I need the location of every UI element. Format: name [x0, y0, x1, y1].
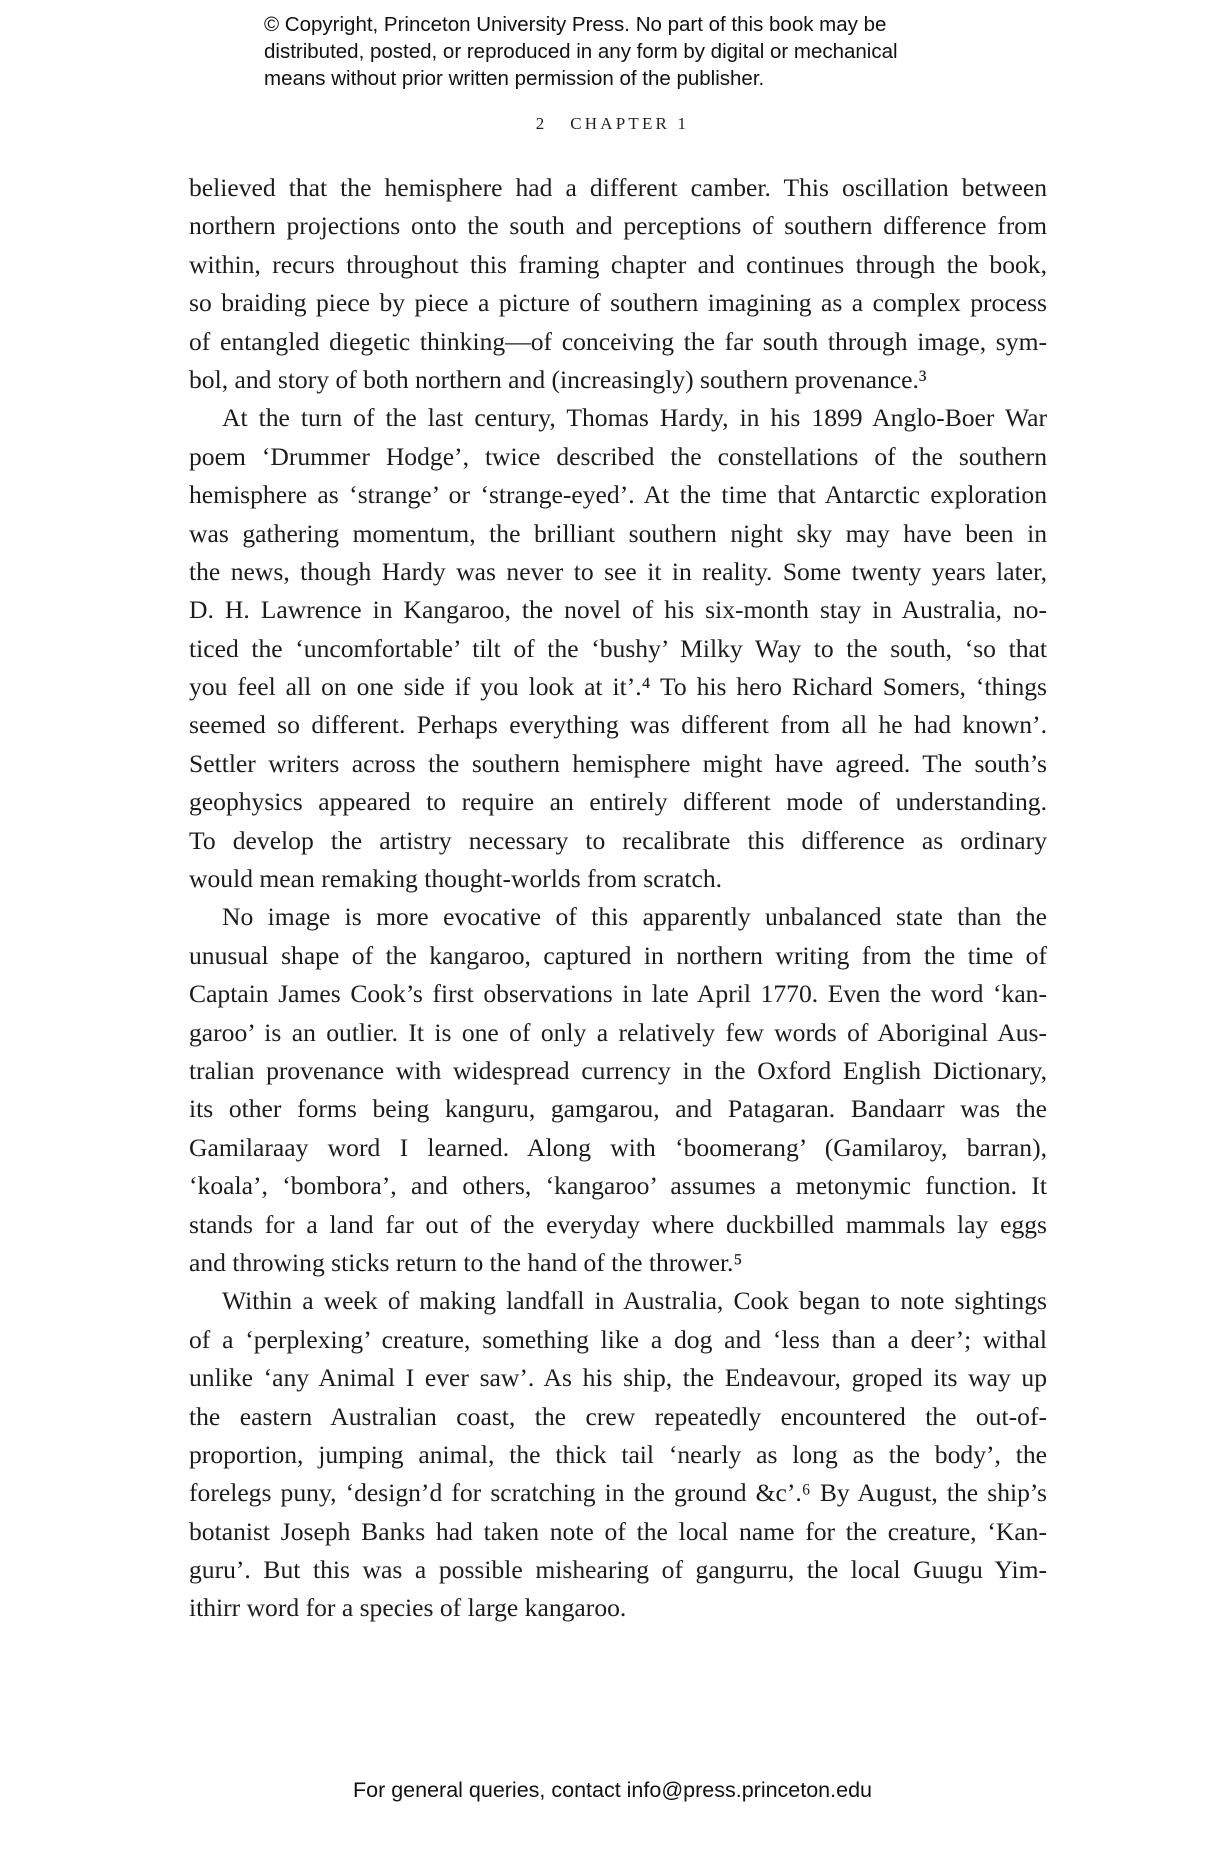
text-line: the eastern Australian coast, the crew repeatedly encountered the out-of-	[189, 1401, 1047, 1431]
text-line: Gamilaraay word I learned. Along with ‘boomerang’ (Gamilaroy, barran),	[189, 1132, 1047, 1162]
text-line: unusual shape of the kangaroo, captured in northern writing from the time of	[189, 940, 1047, 970]
text-line: ‘koala’, ‘bombora’, and others, ‘kangaroo’ assumes a metonymic function. It	[189, 1171, 1047, 1201]
text-line: Settler writers across the southern hemisphere might have agreed. The south’s	[189, 748, 1047, 778]
text-line: Within a week of making landfall in Australia, Cook began to note sightings	[222, 1286, 1047, 1316]
body-text	[189, 169, 1047, 1628]
page-number: 2	[535, 114, 545, 133]
text-line: D. H. Lawrence in Kangaroo, the novel of his six-month stay in Australia, no-	[189, 595, 1047, 625]
text-line: unlike ‘any Animal I ever saw’. As his ship, the Endeavour, groped its way up	[189, 1363, 1047, 1393]
footer-contact: For general queries, contact info@press.princeton.edu	[352, 1778, 872, 1802]
text-line: you feel all on one side if you look at it’.⁴ To his hero Richard Somers, ‘things	[189, 672, 1047, 702]
text-line: bol, and story of both northern and (increasingly) southern provenance.³	[189, 364, 927, 394]
text-line: hemisphere as ‘strange’ or ‘strange-eyed’. At the time that Antarctic exploration	[189, 480, 1047, 510]
running-head	[0, 114, 1225, 134]
text-line: Captain James Cook’s first observations in late April 1770. Even the word ‘kan-	[189, 979, 1047, 1009]
copyright-line: © Copyright, Princeton University Press. No part of this book may be	[264, 13, 887, 36]
text-line: tralian provenance with widespread currency in the Oxford English Dictionary,	[189, 1055, 1047, 1085]
text-line: ticed the ‘uncomfortable’ tilt of the ‘bushy’ Milky Way to the south, ‘so that	[189, 633, 1047, 663]
text-line: geophysics appeared to require an entirely different mode of understanding.	[189, 787, 1047, 817]
text-line: of a ‘perplexing’ creature, something like a dog and ‘less than a deer’; withal	[189, 1324, 1047, 1354]
text-line: its other forms being kanguru, gamgarou, and Patagaran. Bandaarr was the	[189, 1094, 1047, 1124]
text-line: botanist Joseph Banks had taken note of the local name for the creature, ‘Kan-	[189, 1516, 1047, 1546]
text-line: was gathering momentum, the brilliant southern night sky may have been in	[189, 518, 1047, 548]
text-line: guru’. But this was a possible mishearing of gangurru, the local Guugu Yim-	[189, 1555, 1047, 1585]
text-line: poem ‘Drummer Hodge’, twice described the constellations of the southern	[189, 441, 1047, 471]
text-line: believed that the hemisphere had a different camber. This oscillation between	[189, 173, 1047, 202]
chapter-label: CHAPTER 1	[570, 114, 690, 133]
text-line: garoo’ is an outlier. It is one of only a relatively few words of Aboriginal Aus-	[189, 1017, 1047, 1047]
text-line: within, recurs throughout this framing chapter and continues through the book,	[189, 249, 1047, 279]
text-line: No image is more evocative of this apparently unbalanced state than the	[222, 902, 1047, 932]
text-line: of entangled diegetic thinking—of conceiving the far south through image, sym-	[189, 326, 1047, 356]
copyright-notice	[264, 11, 1024, 92]
text-line: so braiding piece by piece a picture of southern imagining as a complex process	[189, 288, 1047, 318]
text-line: seemed so different. Perhaps everything was different from all he had known’.	[189, 710, 1047, 740]
text-line: the news, though Hardy was never to see it in reality. Some twenty years later,	[189, 556, 1047, 586]
text-line: would mean remaking thought-worlds from scratch.	[189, 864, 723, 894]
text-line: stands for a land far out of the everyday where duckbilled mammals lay eggs	[189, 1209, 1047, 1239]
text-line: and throwing sticks return to the hand of the thrower.⁵	[189, 1247, 743, 1277]
text-line: ithirr word for a species of large kangaroo.	[189, 1593, 627, 1623]
text-line: To develop the artistry necessary to recalibrate this difference as ordinary	[189, 825, 1047, 855]
copyright-line: means without prior written permission of the publisher.	[264, 67, 765, 90]
text-line: northern projections onto the south and perceptions of southern difference from	[189, 211, 1047, 241]
text-line: At the turn of the last century, Thomas Hardy, in his 1899 Anglo-Boer War	[222, 403, 1047, 433]
text-line: forelegs puny, ‘design’d for scratching in the ground &c’.⁶ By August, the ship’s	[189, 1478, 1047, 1508]
text-line: proportion, jumping animal, the thick tail ‘nearly as long as the body’, the	[189, 1439, 1047, 1469]
copyright-line: distributed, posted, or reproduced in any form by digital or mechanical	[264, 40, 898, 63]
